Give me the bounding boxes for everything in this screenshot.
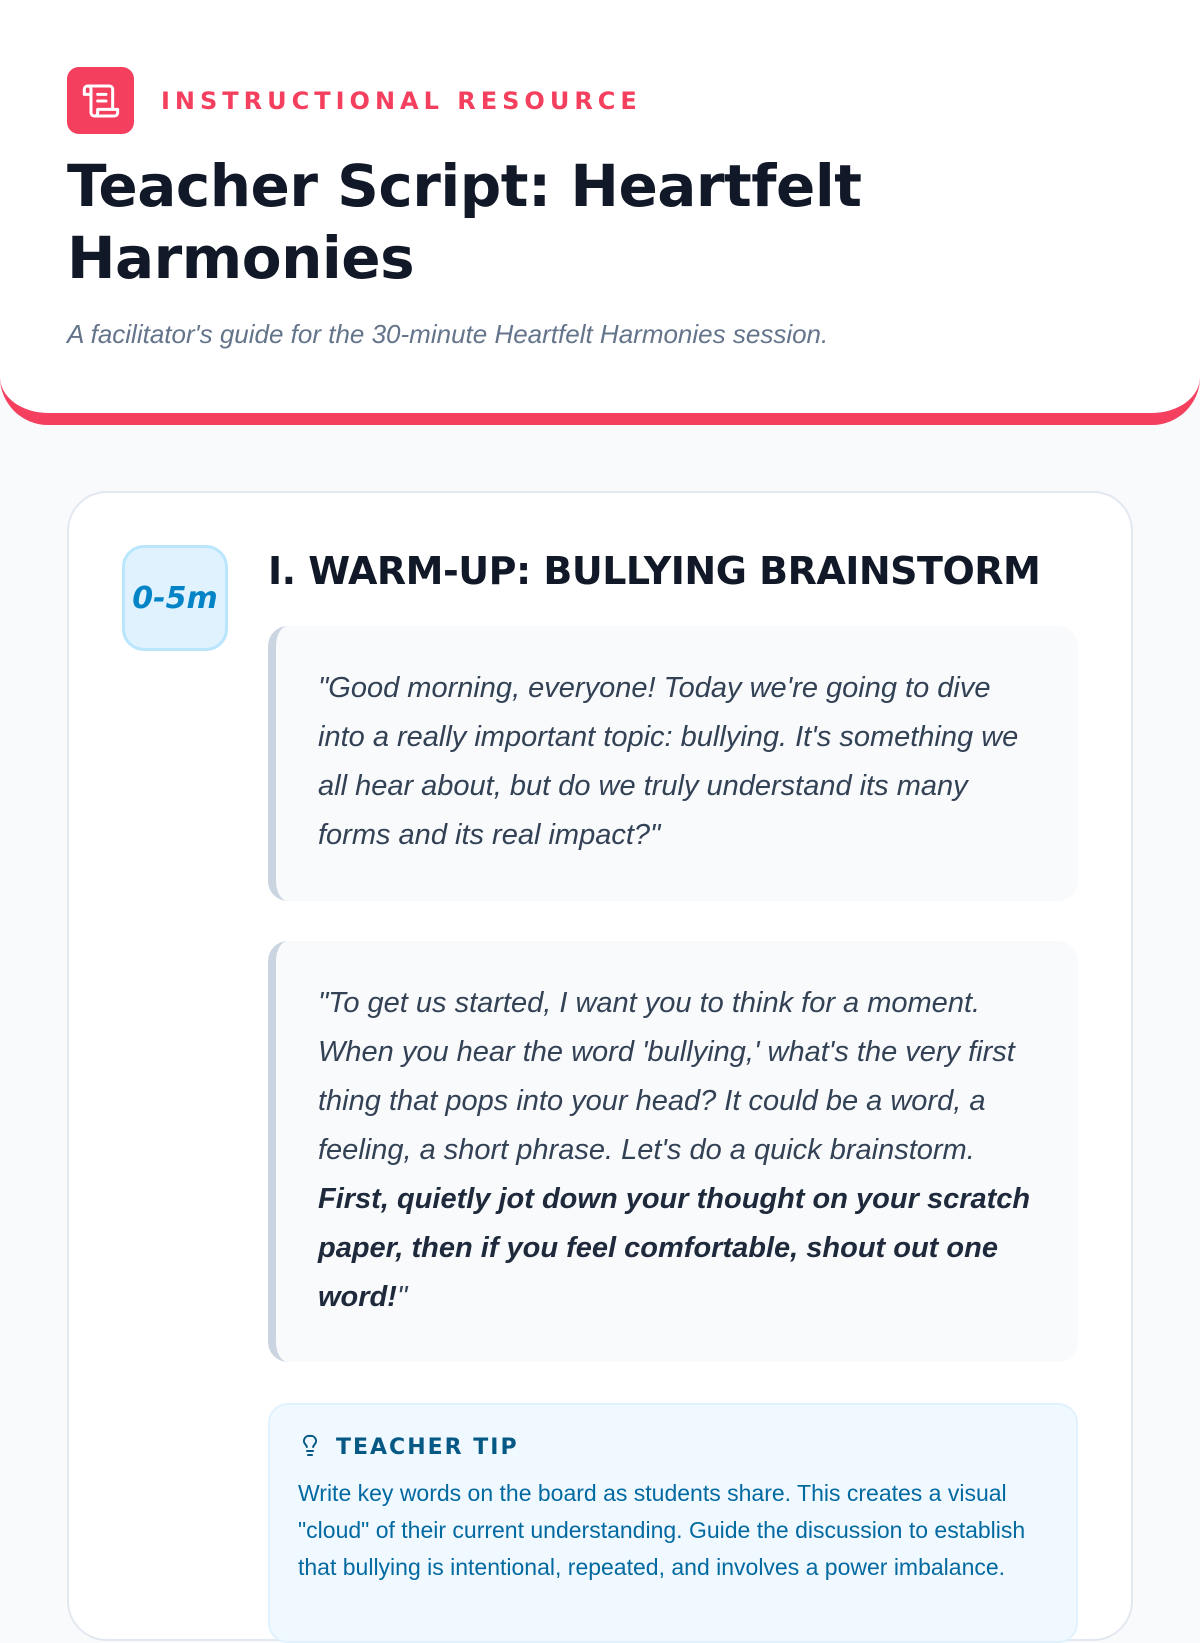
lightbulb-icon [298, 1433, 322, 1461]
teacher-tip [268, 1403, 1078, 1643]
page-subtitle: A facilitator's guide for the 30-minute Heartfelt Harmonies session. [67, 319, 829, 349]
section-title: I. WARM-UP: BULLYING BRAINSTORM [268, 549, 1041, 593]
script-quote-text: "Good morning, everyone! Today we're going to dive into a really important topic: bullying. It's something we all hear about, but do we truly understand its many forms and its real impact?" [318, 672, 1019, 851]
time-badge: 0-5m [122, 545, 228, 651]
script-quote-end: " [396, 1281, 408, 1313]
teacher-tip-header [298, 1429, 1048, 1465]
script-quote [268, 626, 1078, 901]
script-quote-emphasis: First, quietly jot down your thought on your scratch paper, then if you feel comfortable, shout out one word! [318, 1183, 1031, 1313]
teacher-tip-text: Write key words on the board as students share. This creates a visual "cloud" of their current understanding. Guide the discussion to establish that bullying is intentional, repeated, and involves a power imbalance. [298, 1480, 1026, 1580]
script-quote-text: "To get us started, I want you to think for a moment. When you hear the word 'bullying,' what's the very first thing that pops into your head? It could be a word, a feeling, a short phrase. Let's do a quick brainstorm. [318, 987, 1015, 1166]
scroll-icon [67, 67, 134, 134]
page-title: Teacher Script: Heartfelt Harmonies [67, 152, 862, 292]
teacher-tip-label: TEACHER TIP [336, 1434, 519, 1460]
resource-kicker: INSTRUCTIONAL RESOURCE [161, 86, 642, 115]
resource-badge-row [67, 67, 642, 134]
page-header [0, 0, 1200, 425]
script-quote [268, 941, 1078, 1362]
